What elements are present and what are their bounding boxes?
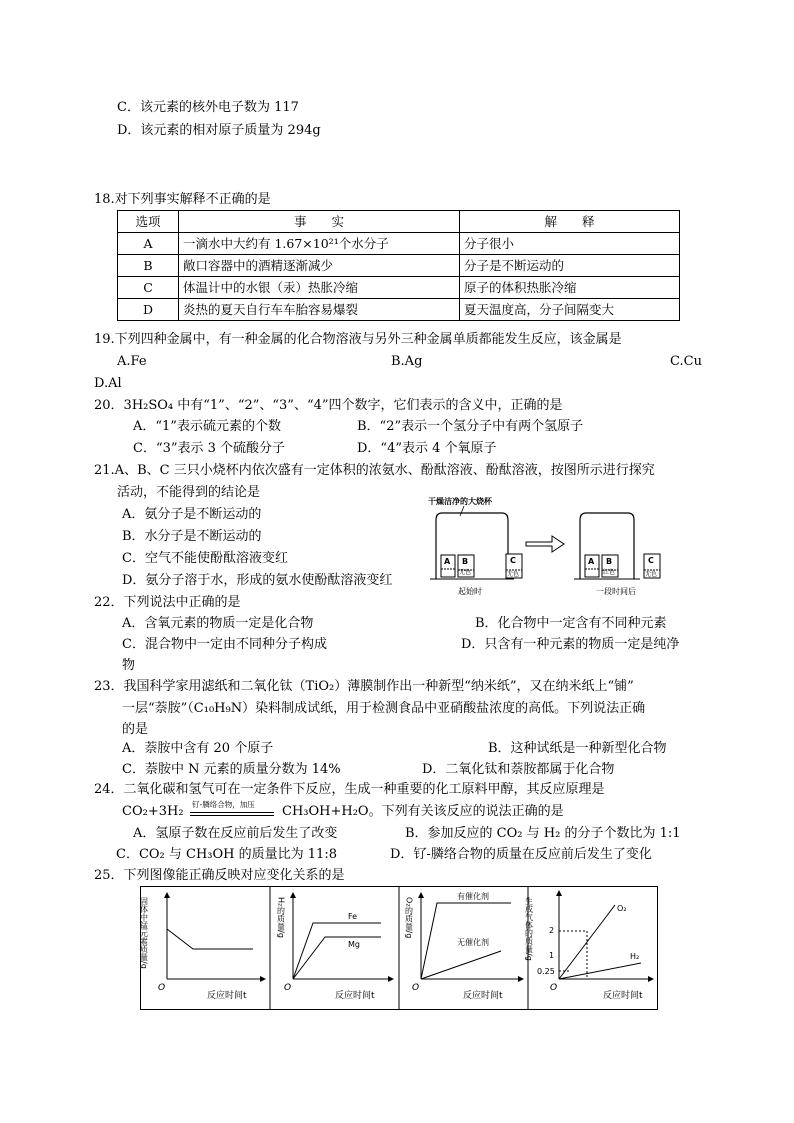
- graph-d-line-h2: [559, 963, 641, 979]
- beaker-c-color: 无色: [507, 571, 520, 578]
- beaker-c-label: C: [510, 556, 516, 565]
- graph-d-tick-2: 2: [549, 926, 555, 935]
- q22-option-d: D．只含有一种元素的物质一定是纯净: [461, 637, 680, 652]
- q21-option-b: B．水分子是不断运动的: [122, 529, 262, 544]
- graph-a-origin: O: [158, 983, 166, 993]
- q23-stem-line1: 23．我国科学家用滤纸和二氧化钛（TiO₂）薄膜制作出一种新型“纳米纸”，又在纳米纸上“铺”: [94, 679, 634, 694]
- reaction-line: [190, 815, 274, 816]
- table-header: 选项: [118, 211, 179, 233]
- q24-eq-condition: 钌-膦络合物，加压: [192, 800, 255, 809]
- graph-b-line1-label: Fe: [348, 912, 358, 921]
- graph-d-line2-label: H₂: [630, 952, 640, 961]
- q20-option-a: A．“1”表示硫元素的个数: [133, 419, 281, 434]
- graph-d-origin: O: [550, 983, 558, 993]
- end-label: 一段时间后: [596, 587, 636, 596]
- graph-c-origin: O: [412, 983, 420, 993]
- graph-c-line1-label: 有催化剂: [457, 892, 489, 901]
- q21-option-c: C．空气不能使酚酞溶液变红: [122, 551, 288, 566]
- beaker-c-label: C: [648, 556, 654, 565]
- table-cell: 炎热的夏天自行车车胎容易爆裂: [179, 299, 460, 321]
- q25-graphs: [140, 886, 658, 1010]
- facts-table: [117, 210, 680, 321]
- graph-c-line2-label: 无催化剂: [457, 938, 489, 947]
- graph-b: [277, 895, 392, 1001]
- q18-stem: 18.对下列事实解释不正确的是: [94, 192, 271, 207]
- q24-eq-right: CH₃OH+H₂O。下列有关该反应的说法正确的是: [282, 804, 564, 819]
- table-cell: B: [118, 255, 179, 277]
- table-header: 事 实: [179, 211, 460, 233]
- q25-stem: 25．下列图像能正确反映对应变化关系的是: [94, 868, 345, 883]
- q22-option-c: C．混合物中一定由不同种分子构成: [122, 637, 327, 652]
- table-cell: 原子的体积热胀冷缩: [460, 277, 680, 299]
- graph-c-line-no-catalyst: [421, 951, 501, 979]
- q24-stem: 24．二氧化碳和氢气可在一定条件下反应，生成一种重要的化工原料甲醇，其反应原理是: [94, 782, 605, 797]
- q24-eq-left: CO₂+3H₂: [122, 804, 184, 819]
- beaker-a-label: A: [588, 557, 595, 566]
- beaker-b-color-red: 红色: [603, 569, 616, 576]
- graph-d-xlabel: 反应时间t: [603, 991, 643, 1001]
- graph-a-xlabel: 反应时间t: [207, 991, 247, 1001]
- graph-b-xlabel: 反应时间t: [335, 991, 375, 1001]
- q20-option-d: D．“4”表示 4 个氧原子: [357, 441, 497, 456]
- table-header: 解 释: [460, 211, 680, 233]
- beaker-b-color: 无色: [459, 569, 472, 576]
- q24-option-d: D．钌-膦络合物的质量在反应前后发生了变化: [390, 847, 652, 862]
- q19-option-a: A.Fe: [117, 354, 147, 369]
- q23-option-b: B．这种试纸是一种新型化合物: [488, 741, 667, 756]
- table-cell: D: [118, 299, 179, 321]
- graph-c-xlabel: 反应时间t: [463, 991, 503, 1001]
- ammonia-experiment-figure: [422, 494, 672, 598]
- graph-b-origin: O: [284, 983, 292, 993]
- q19-option-d: D.Al: [94, 376, 122, 391]
- graph-d: [525, 893, 652, 1001]
- beaker-a-label: A: [444, 557, 451, 566]
- q19-option-c: C.Cu: [670, 354, 702, 369]
- graph-a-ylabel: 固体中锰元素质量/g: [139, 897, 149, 969]
- table-row: [118, 233, 680, 255]
- graph-d-tick-025: 0.25: [537, 967, 555, 976]
- graph-c-ylabel: O₂的质量/g: [404, 897, 414, 939]
- graph-d-line1-label: O₂: [617, 904, 627, 913]
- table-row: [118, 299, 680, 321]
- q25-graphs-svg: [141, 887, 657, 1009]
- q19-stem: 19.下列四种金属中，有一种金属的化合物溶液与另外三种金属单质都能发生反应，该金属是: [94, 332, 622, 347]
- q23-option-d: D．二氧化钛和萘胺都属于化合物: [422, 762, 615, 777]
- reaction-line: [190, 812, 274, 813]
- arrow-icon: [526, 536, 564, 552]
- start-label: 起始时: [458, 587, 482, 596]
- q21-option-a: A．氨分子是不断运动的: [122, 507, 262, 522]
- q20-option-c: C．“3”表示 3 个硫酸分子: [133, 441, 286, 456]
- beaker-c-color: 无色: [645, 571, 658, 578]
- graph-b-ylabel: H₂的质量/g: [276, 897, 286, 938]
- q23-stem-line2: 一层“萘胺”（C₁₀H₉N）染料制成试纸，用于检测食品中亚硝酸盐浓度的高低。下列说法正确: [122, 701, 646, 716]
- table-cell: 分子很小: [460, 233, 680, 255]
- table-row: [118, 255, 680, 277]
- graph-a-curve: [167, 929, 253, 949]
- big-beaker-start: [436, 513, 508, 579]
- q24-option-c: C．CO₂ 与 CH₃OH 的质量比为 11:8: [116, 847, 337, 862]
- beaker-b-label: B: [462, 557, 469, 566]
- table-cell: 体温计中的水银（汞）热胀冷缩: [179, 277, 460, 299]
- table-row: [118, 277, 680, 299]
- graph-b-line-fe: [293, 923, 381, 979]
- q23-option-a: A．萘胺中含有 20 个原子: [122, 741, 274, 756]
- figure-title: 干燥洁净的大烧杯: [428, 497, 492, 506]
- table-cell: 一滴水中大约有 1.67×10²¹个水分子: [179, 233, 460, 255]
- q17-option-c: C．该元素的核外电子数为 117: [117, 100, 299, 115]
- q17-option-d: D．该元素的相对原子质量为 294g: [117, 123, 321, 138]
- table-cell: 分子是不断运动的: [460, 255, 680, 277]
- graph-c: [405, 891, 522, 1001]
- table-cell: 敞口容器中的酒精逐渐减少: [179, 255, 460, 277]
- q20-stem: 20．3H₂SO₄ 中有“1”、“2”、“3”、“4”四个数字，它们表示的含义中，正确的是: [94, 398, 563, 413]
- graph-b-line2-label: Mg: [348, 940, 360, 949]
- q21-stem-line1: 21.A、B、C 三只小烧杯内依次盛有一定体积的浓氨水、酚酞溶液、酚酞溶液，按图所示进行探究: [94, 463, 655, 478]
- q21-option-d: D．氨分子溶于水，形成的氨水使酚酞溶液变红: [122, 573, 393, 588]
- q22-option-a: A．含氧元素的物质一定是化合物: [122, 616, 314, 631]
- q23-option-c: C．萘胺中 N 元素的质量分数为 14%: [122, 762, 341, 777]
- q22-option-d-cont: 物: [122, 658, 136, 673]
- table-cell: A: [118, 233, 179, 255]
- table-cell: 夏天温度高，分子间隔变大: [460, 299, 680, 321]
- graph-a: [140, 895, 264, 1001]
- q22-stem: 22．下列说法中正确的是: [94, 595, 241, 610]
- q21-stem-line2: 活动，不能得到的结论是: [117, 485, 261, 500]
- q24-option-a: A．氢原子数在反应前后发生了改变: [133, 826, 338, 841]
- q24-option-b: B．参加反应的 CO₂ 与 H₂ 的分子个数比为 1:1: [405, 826, 681, 841]
- q20-option-b: B．“2”表示一个氢分子中有两个氢原子: [357, 419, 584, 434]
- graph-d-tick-1: 1: [549, 951, 555, 960]
- beaker-b-label: B: [606, 557, 613, 566]
- q22-option-b: B．化合物中一定含有不同种元素: [475, 616, 667, 631]
- table-cell: C: [118, 277, 179, 299]
- q23-stem-line3: 的是: [122, 722, 149, 737]
- q19-option-b: B.Ag: [391, 354, 423, 369]
- graph-d-ylabel: 生成气体的质量/g: [524, 897, 534, 961]
- table-header-row: [118, 211, 680, 233]
